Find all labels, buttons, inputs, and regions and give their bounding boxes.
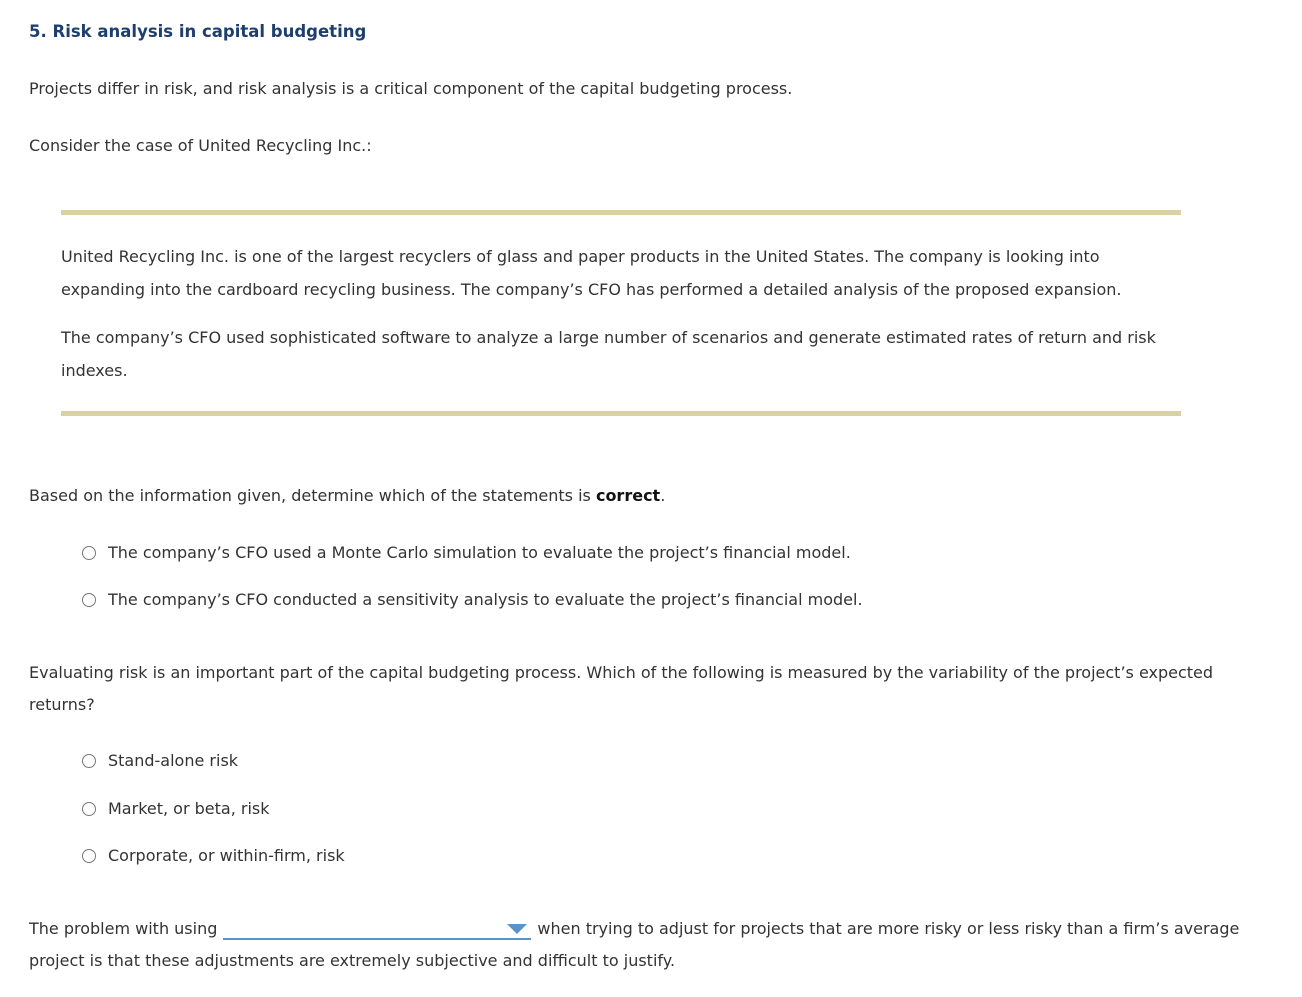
q1-option-monte-carlo[interactable] bbox=[82, 543, 851, 562]
option-label: The company’s CFO used a Monte Carlo simulation to evaluate the project’s financial model. bbox=[108, 543, 851, 562]
q3-text-line2: project is that these adjustments are extremely subjective and difficult to justify. bbox=[29, 951, 676, 970]
radio-button[interactable] bbox=[82, 849, 96, 863]
q1-suffix: . bbox=[660, 486, 666, 505]
option-label: Market, or beta, risk bbox=[108, 799, 270, 818]
intro-text: Projects differ in risk, and risk analysis is a critical component of the capital budgeting process. bbox=[29, 79, 793, 98]
option-label: Corporate, or within-firm, risk bbox=[108, 846, 345, 865]
q2-option-corporate[interactable] bbox=[82, 846, 345, 865]
case-bottom-rule bbox=[61, 411, 1181, 416]
page-title: 5. Risk analysis in capital budgeting bbox=[29, 22, 367, 41]
q3-text-before: The problem with using bbox=[29, 919, 218, 938]
radio-button[interactable] bbox=[82, 546, 96, 560]
radio-button[interactable] bbox=[82, 593, 96, 607]
q2-option-market[interactable] bbox=[82, 799, 270, 818]
q2-prompt bbox=[29, 657, 1213, 721]
case-text: expanding into the cardboard recycling business. The company’s CFO has performed a detailed analysis of the proposed expansion. bbox=[61, 280, 1122, 299]
case-box bbox=[61, 240, 1181, 387]
q1-prompt bbox=[29, 480, 665, 512]
q1-option-sensitivity[interactable] bbox=[82, 590, 863, 609]
radio-button[interactable] bbox=[82, 802, 96, 816]
q3-prompt bbox=[29, 913, 1239, 977]
consider-text: Consider the case of United Recycling Inc.: bbox=[29, 136, 372, 155]
q1-prompt-text: Based on the information given, determine which of the statements is bbox=[29, 486, 596, 505]
option-label: The company’s CFO conducted a sensitivity analysis to evaluate the project’s financial model. bbox=[108, 590, 863, 609]
q3-text-after: when trying to adjust for projects that are more risky or less risky than a firm’s average bbox=[537, 919, 1240, 938]
case-text: The company’s CFO used sophisticated software to analyze a large number of scenarios and generate estimated rates of return and risk bbox=[61, 328, 1156, 347]
case-text: indexes. bbox=[61, 361, 128, 380]
q2-option-stand-alone[interactable] bbox=[82, 751, 238, 770]
case-text: United Recycling Inc. is one of the largest recyclers of glass and paper products in the United States. The company is looking into bbox=[61, 247, 1100, 266]
q3-dropdown[interactable] bbox=[223, 918, 531, 940]
chevron-down-icon bbox=[507, 924, 527, 934]
q2-prompt-line: Evaluating risk is an important part of the capital budgeting process. Which of the following is measured by the variability of the project’s expected bbox=[29, 663, 1214, 682]
radio-button[interactable] bbox=[82, 754, 96, 768]
option-label: Stand-alone risk bbox=[108, 751, 239, 770]
q1-emphasis: correct bbox=[595, 486, 661, 505]
q2-prompt-line: returns? bbox=[29, 695, 95, 714]
case-top-rule bbox=[61, 210, 1181, 215]
